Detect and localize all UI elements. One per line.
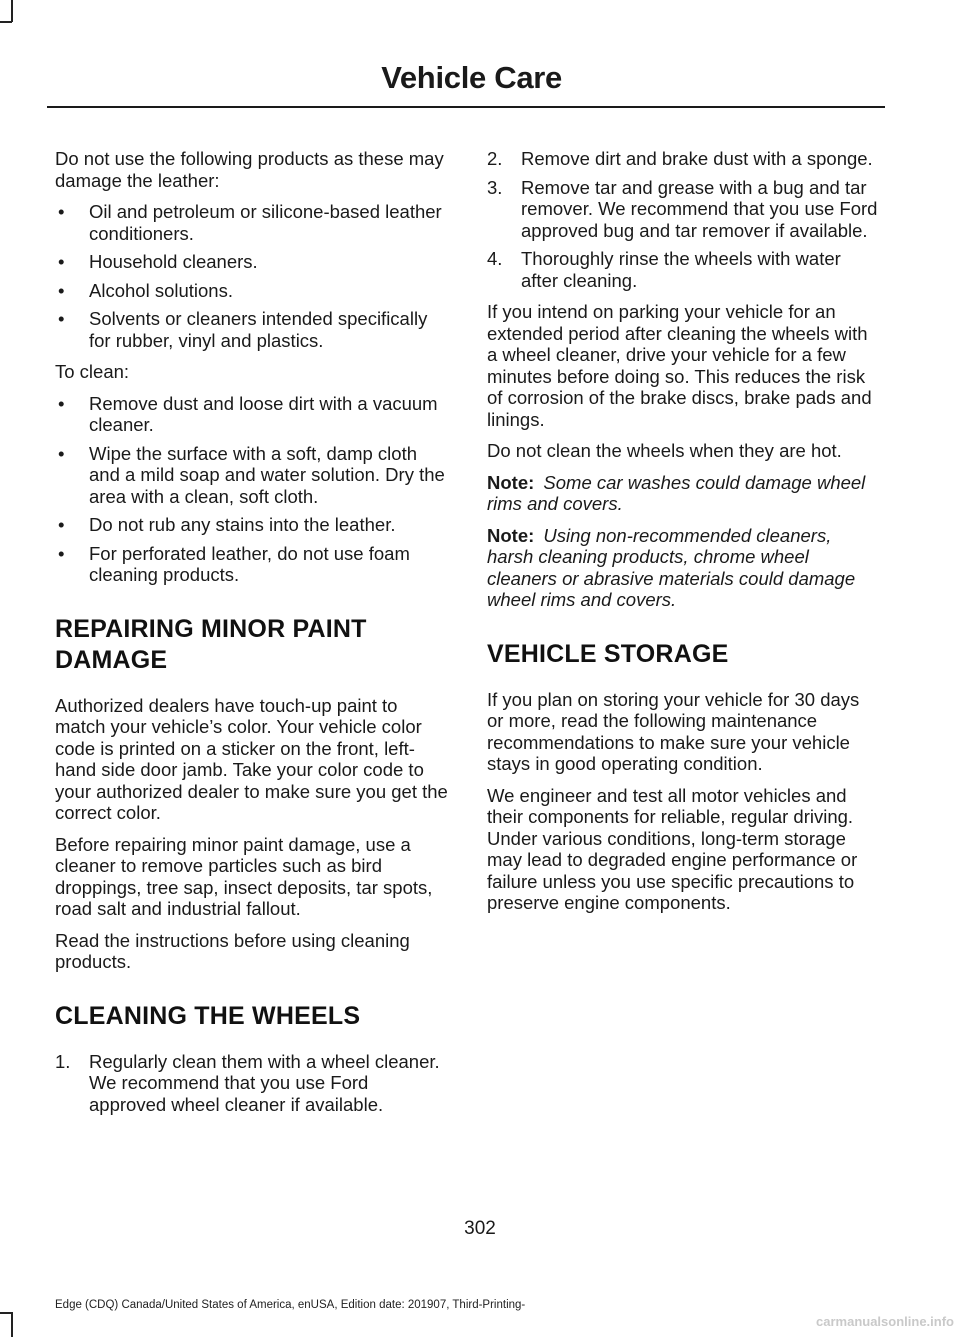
header-divider — [47, 106, 885, 108]
paint-paragraph: Authorized dealers have touch-up paint to match your vehicle’s color. Your vehicle color code is printed on a sticker on the front, left-hand side door jamb. Take your color code to your authorized dealer to make sure you get the correct color. — [55, 694, 448, 823]
note — [487, 472, 880, 515]
storage-paragraph: We engineer and test all motor vehicles and their components for reliable, regular driving. Under various conditions, long-term storage may lead to degraded engine performance or failure unless you use specific precautions to preserve engine components. — [487, 784, 858, 913]
step-number: 2. — [487, 148, 503, 169]
list-item: • Oil and petroleum or silicone-based leather conditioners. — [55, 201, 448, 244]
note-text: Some car washes could damage wheel rims and covers. — [487, 471, 866, 514]
paint-heading-line1: REPAIRING MINOR PAINT — [55, 614, 367, 643]
to-clean-list — [55, 393, 448, 586]
step-text: Remove tar and grease with a bug and tar remover. We recommend that you use Ford approved bug and tar remover if available. — [521, 176, 878, 241]
crop-mark — [0, 21, 12, 23]
watermark: carmanualsonline.info — [816, 1314, 954, 1329]
parking-paragraph: If you intend on parking your vehicle for an extended period after cleaning the wheels with a wheel cleaner, drive your vehicle for a few minutes before doing so. This reduces the risk of corrosion of the brake discs, brake pads and linings. — [487, 301, 872, 430]
crop-mark — [11, 0, 13, 22]
page-title: Vehicle Care — [381, 60, 562, 95]
step-text: Regularly clean them with a wheel cleaner. We recommend that you use Ford approved wheel cleaner if available. — [89, 1050, 440, 1115]
paint-paragraph: Read the instructions before using cleaning products. — [55, 929, 410, 972]
list-item: • Remove dust and loose dirt with a vacuum cleaner. — [55, 393, 448, 436]
wheels-heading: CLEANING THE WHEELS — [55, 1001, 361, 1030]
note-text: Using non-recommended cleaners, harsh cleaning products, chrome wheel cleaners or abrasive materials could damage wheel rims and covers. — [487, 524, 856, 610]
hot-wheels-paragraph: Do not clean the wheels when they are hot. — [487, 440, 842, 461]
crop-mark — [11, 1312, 13, 1337]
storage-paragraph: If you plan on storing your vehicle for 30 days or more, read the following maintenance recommendations to make sure your vehicle stays in good operating condition. — [487, 688, 860, 774]
list-item — [55, 1051, 448, 1116]
step-number: 1. — [55, 1050, 71, 1072]
list-item: • Alcohol solutions. — [55, 280, 448, 302]
leather-intro: Do not use the following products as these may damage the leather: — [55, 148, 444, 191]
note-label: Note: — [487, 471, 535, 493]
note-label: Note: — [487, 524, 535, 546]
list-item — [487, 248, 880, 291]
page-number: 302 — [464, 1218, 496, 1239]
leather-bad-products-list — [55, 201, 448, 351]
paint-heading-line2: DAMAGE — [55, 645, 168, 674]
left-column — [55, 148, 448, 1125]
storage-heading: VEHICLE STORAGE — [487, 639, 729, 668]
step-number: 3. — [487, 176, 503, 198]
right-column — [487, 148, 880, 924]
note — [487, 525, 880, 611]
list-item — [487, 177, 880, 242]
list-item: • Wipe the surface with a soft, damp cloth and a mild soap and water solution. Dry the area with a clean, soft cloth. — [55, 443, 448, 508]
paint-paragraph: Before repairing minor paint damage, use a cleaner to remove particles such as bird droppings, tree sap, insect deposits, tar spots, road salt and industrial fallout. — [55, 833, 433, 919]
step-text: Remove dirt and brake dust with a sponge. — [521, 148, 873, 169]
footer-text: Edge (CDQ) Canada/United States of America, enUSA, Edition date: 201907, Third-Printing- — [55, 1299, 526, 1311]
crop-mark — [0, 1312, 12, 1314]
list-item: • Household cleaners. — [55, 251, 448, 273]
to-clean-label: To clean: — [55, 361, 130, 382]
list-item: • Do not rub any stains into the leather. — [55, 514, 448, 536]
step-number: 4. — [487, 248, 503, 269]
list-item: • Solvents or cleaners intended specifically for rubber, vinyl and plastics. — [55, 308, 448, 351]
list-item — [487, 148, 880, 170]
list-item: • For perforated leather, do not use foam cleaning products. — [55, 543, 448, 586]
paint-heading — [55, 614, 448, 676]
wheels-steps-list-continued — [487, 148, 880, 291]
step-text: Thoroughly rinse the wheels with water after cleaning. — [521, 248, 841, 291]
wheels-steps-list — [55, 1051, 448, 1116]
